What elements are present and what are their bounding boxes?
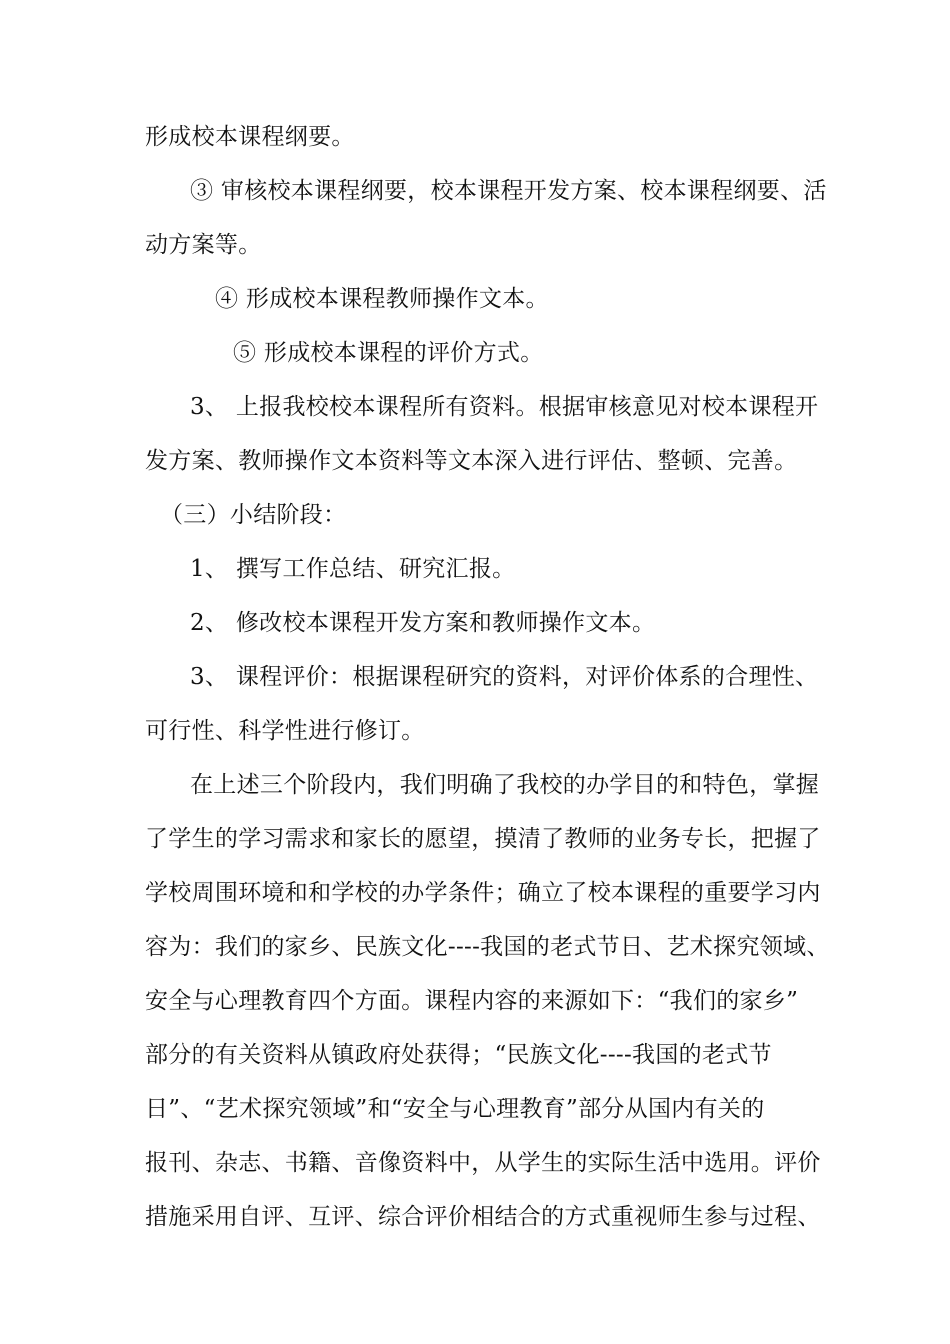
text-line: 动方案等。 [145, 232, 262, 258]
text-line: 3、 课程评价：根据课程研究的资料，对评价体系的合理性、 [190, 664, 819, 690]
text-line: 2、 修改校本课程开发方案和教师操作文本。 [190, 610, 656, 636]
text-line: 日”、“艺术探究领域”和“安全与心理教育”部分从国内有关的 [145, 1096, 765, 1122]
text-line: 了学生的学习需求和家长的愿望，摸清了教师的业务专长，把握了 [145, 826, 821, 852]
text-line: 形成校本课程纲要。 [145, 124, 355, 150]
text-line: 1、 撰写工作总结、研究汇报。 [190, 556, 516, 582]
text-line: ③ 审核校本课程纲要，校本课程开发方案、校本课程纲要、活 [190, 178, 827, 204]
section-heading: （三）小结阶段： [160, 502, 347, 528]
text-line: ⑤ 形成校本课程的评价方式。 [233, 340, 544, 366]
text-line: 容为：我们的家乡、民族文化----我国的老式节日、艺术探究领域、 [145, 934, 830, 960]
text-line: 学校周围环境和和学校的办学条件；确立了校本课程的重要学习内 [145, 880, 821, 906]
text-line: 3、 上报我校校本课程所有资料。根据审核意见对校本课程开 [190, 394, 819, 420]
text-line: 发方案、教师操作文本资料等文本深入进行评估、整顿、完善。 [145, 448, 798, 474]
text-line: 安全与心理教育四个方面。课程内容的来源如下：“我们的家乡” [145, 988, 799, 1014]
text-line: 措施采用自评、互评、综合评价相结合的方式重视师生参与过程、 [145, 1204, 821, 1230]
text-line: 报刊、杂志、书籍、音像资料中，从学生的实际生活中选用。评价 [145, 1150, 821, 1176]
text-line: ④ 形成校本课程教师操作文本。 [215, 286, 549, 312]
text-line: 部分的有关资料从镇政府处获得；“民族文化----我国的老式节 [145, 1042, 772, 1068]
text-line: 可行性、科学性进行修订。 [145, 718, 425, 744]
text-line: 在上述三个阶段内，我们明确了我校的办学目的和特色，掌握 [190, 772, 820, 798]
